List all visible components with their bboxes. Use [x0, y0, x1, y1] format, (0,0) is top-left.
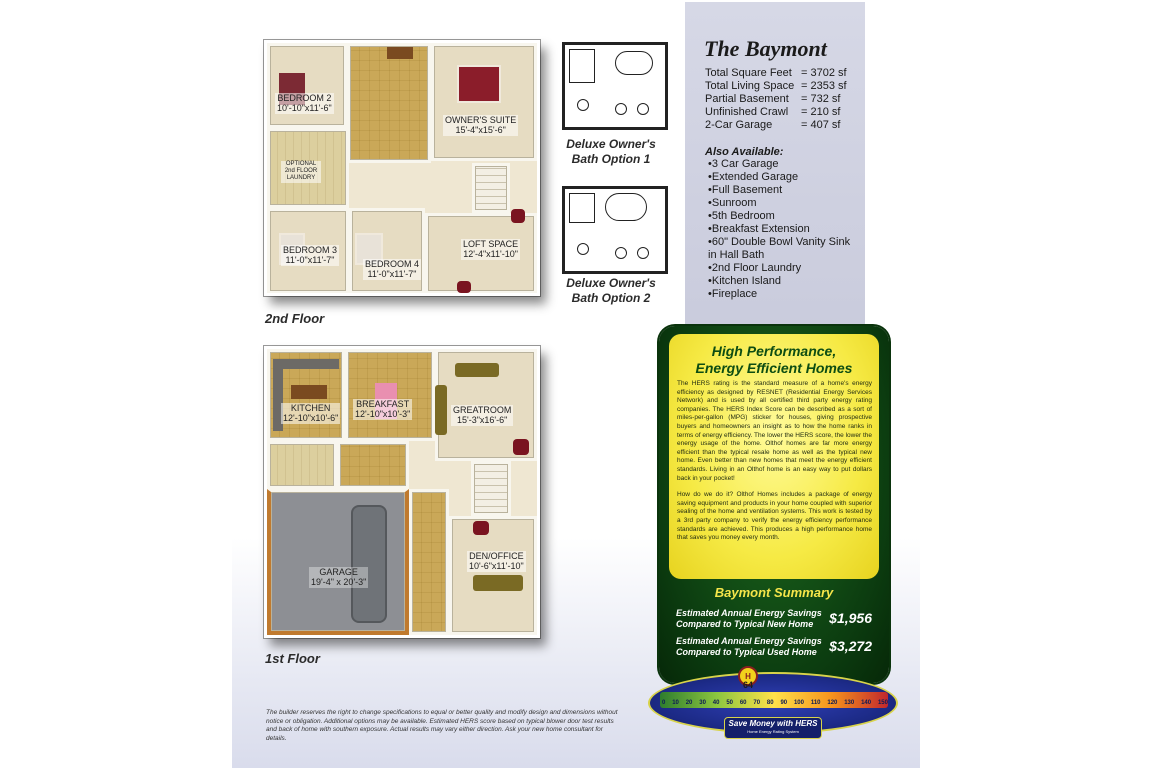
tick-label: 60	[739, 700, 747, 706]
garage-label: GARAGE 19'-4" x 20'-3"	[311, 567, 367, 588]
tick-label: 40	[712, 700, 720, 706]
tick-label: 90	[780, 700, 788, 706]
list-item: • Breakfast Extension	[708, 223, 858, 236]
also-available-list	[708, 158, 858, 301]
spec-value: = 732 sf	[801, 93, 841, 105]
also-available-title: Also Available:	[705, 146, 784, 158]
spec-row	[705, 67, 861, 80]
loft-label: LOFT SPACE 12'-4"x11'-10"	[463, 239, 519, 260]
spec-value: = 407 sf	[801, 119, 841, 131]
list-item: • Sunroom	[708, 197, 858, 210]
sink-icon	[637, 247, 649, 259]
spec-row	[705, 93, 861, 106]
energy-paragraph: The HERS rating is the standard measure of a home's energy efficiency as designed by RESNET (Residential Energy Services Network) and is used by all certified third party energy rating companies. The HERS Index Score can be described as a sort of miles-per-gallon (MPG) sticker for houses, giving prospective buyers and homeowners an insight as to how the home ranks in terms of energy efficiency. The lower the HERS score, the lower the energy usage of the home. Olthof homes are far more energy efficient than the typical resale home as well as the typical new home. Even better than new homes that meet the energy efficient standards. Living in an Olthof home is an easy way to put dollars back in your pocket!	[677, 380, 872, 482]
tick-label: 10	[672, 700, 679, 706]
island-icon	[291, 385, 327, 399]
hers-badge-text: Save Money with HERS	[728, 719, 818, 728]
savings-label: Estimated Annual Energy Savings Compared to Typical Used Home	[676, 636, 822, 657]
garage-room	[267, 489, 409, 635]
tick-label: 30	[699, 700, 706, 706]
owners-bath-room	[347, 43, 431, 163]
car-icon	[351, 505, 387, 623]
list-item: • Extended Garage	[708, 171, 858, 184]
owners-suite-label: OWNER'S SUITE 15'-4"x15'-6"	[445, 115, 517, 136]
chair-icon	[513, 439, 529, 455]
laundry-label: OPTIONAL 2nd FLOOR LAUNDRY	[281, 161, 321, 183]
hers-marker-icon: H	[738, 666, 758, 686]
sofa-icon	[435, 385, 447, 435]
bedroom-2-label: BEDROOM 2 10'-10"x11'-6"	[277, 93, 332, 114]
savings-amount: $1,956	[829, 610, 872, 626]
spec-label: Total Living Space	[705, 80, 795, 92]
spec-label: 2-Car Garage	[705, 119, 773, 131]
tick-label: 80	[766, 700, 774, 706]
tub-icon	[615, 51, 653, 75]
den-label: DEN/OFFICE 10'-6"x11'-10"	[469, 551, 524, 572]
spec-label: Total Square Feet	[705, 67, 792, 79]
bath-option-2-plan	[562, 186, 668, 274]
sink-icon	[637, 103, 649, 115]
bed-icon	[457, 65, 501, 103]
spec-row	[705, 106, 861, 119]
bedroom-4-label: BEDROOM 4 11'-0"x11'-7"	[365, 259, 420, 280]
chair-icon	[457, 281, 471, 293]
tick-label: 110	[810, 700, 821, 706]
savings-amount: $3,272	[829, 638, 872, 654]
hers-ticks	[662, 700, 888, 706]
hers-badge	[724, 717, 822, 739]
bath-option-2-caption: Deluxe Owner's Bath Option 2	[566, 276, 656, 305]
breakfast-label: BREAKFAST 12'-10"x10'-3"	[355, 399, 411, 420]
energy-paragraph: How do we do it? Olthof Homes includes a package of energy saving equipment and products in your home coupled with superior sealing of the home and ventilation systems. This work is tested by a 3rd party company to verify the energy efficiency performance standards are achieved. This produces a high performance home that saves you money every month.	[677, 491, 872, 542]
second-floor-plan	[264, 40, 540, 296]
bath-option-1-caption: Deluxe Owner's Bath Option 1	[566, 137, 656, 166]
list-item: • 5th Bedroom	[708, 210, 858, 223]
mudroom	[267, 441, 337, 489]
kitchen-label: KITCHEN 12'-10"x10'-6"	[283, 403, 339, 424]
spec-row	[705, 80, 861, 93]
toilet-icon	[577, 99, 589, 111]
spec-label: Unfinished Crawl	[705, 106, 789, 118]
tick-label: 0	[662, 700, 666, 706]
spec-value: = 3702 sf	[801, 67, 847, 79]
stairs	[472, 163, 510, 213]
shower-icon	[569, 49, 595, 83]
foyer	[409, 489, 449, 635]
savings-label: Estimated Annual Energy Savings Compared to Typical New Home	[676, 608, 822, 629]
first-floor-caption: 1st Floor	[265, 651, 320, 666]
energy-body	[677, 380, 872, 543]
chair-icon	[473, 521, 489, 535]
sofa-icon	[473, 575, 523, 591]
tick-label: 120	[827, 700, 838, 706]
tick-label: 130	[844, 700, 855, 706]
bedroom-3-label: BEDROOM 3 11'-0"x11'-7"	[283, 245, 338, 266]
spec-table	[705, 67, 861, 132]
list-item: • Full Basement	[708, 184, 858, 197]
tick-label: 140	[861, 700, 872, 706]
list-item: • 60" Double Bowl Vanity Sink in Hall Bath	[708, 236, 858, 262]
shower-icon	[569, 193, 595, 223]
dresser-icon	[387, 47, 413, 59]
sink-icon	[615, 247, 627, 259]
first-floor-plan	[264, 346, 540, 638]
energy-title: High Performance, Energy Efficient Homes	[695, 343, 853, 376]
hers-badge-subtext: Home Energy Rating System	[747, 729, 799, 734]
spec-label: Partial Basement	[705, 93, 789, 105]
disclaimer: The builder reserves the right to change specifications to equal or better quality and modify design and dimensions without notice or obligation. Additional options may be available. Estimated HERS score based on typical blower door test results and back of home with southern exposure. Actual results may vary either direction. Ask your new home consultant for details.	[266, 709, 618, 742]
list-item: • Kitchen Island	[708, 275, 858, 288]
greatroom-label: GREATROOM 15'-3"x16'-6"	[453, 405, 512, 426]
tick-label: 150	[877, 700, 888, 706]
stairs	[471, 461, 511, 516]
tub-icon	[605, 193, 647, 221]
bath-option-1-plan	[562, 42, 668, 130]
sofa-icon	[455, 363, 499, 377]
model-title: The Baymont	[704, 36, 827, 61]
list-item: • Fireplace	[708, 288, 858, 301]
spec-value: = 2353 sf	[801, 80, 847, 92]
powder-room	[337, 441, 409, 489]
chair-icon	[511, 209, 525, 223]
hers-score: 64	[742, 680, 753, 690]
tick-label: 20	[685, 700, 693, 706]
spec-row	[705, 119, 861, 132]
toilet-icon	[577, 243, 589, 255]
sink-icon	[615, 103, 627, 115]
counter-icon	[273, 359, 339, 369]
second-floor-caption: 2nd Floor	[265, 311, 325, 326]
spec-value: = 210 sf	[801, 106, 841, 118]
summary-title: Baymont Summary	[714, 585, 834, 600]
tick-label: 100	[793, 700, 804, 706]
list-item: • 3 Car Garage	[708, 158, 858, 171]
tick-label: 70	[753, 700, 761, 706]
list-item: • 2nd Floor Laundry	[708, 262, 858, 275]
tick-label: 50	[726, 700, 733, 706]
